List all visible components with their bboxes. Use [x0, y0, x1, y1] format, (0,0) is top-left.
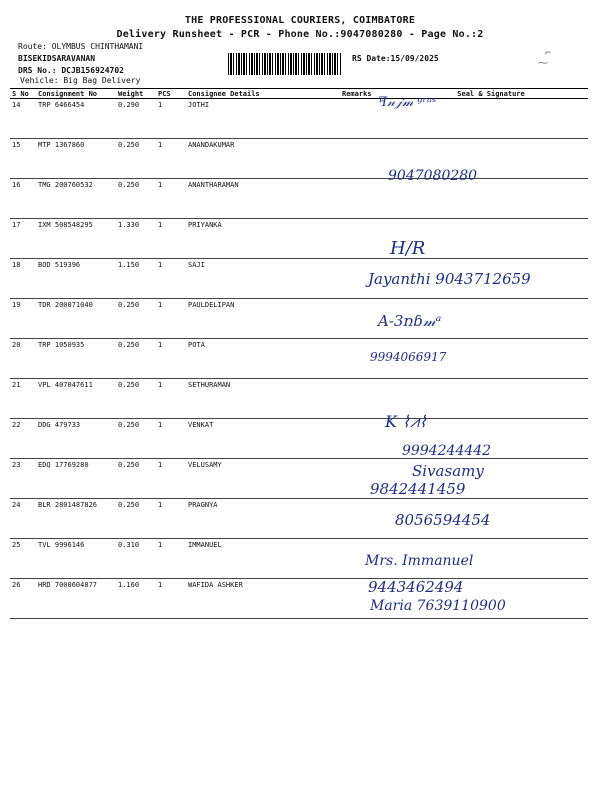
row-weight: 0.250 — [116, 179, 156, 219]
row-sno: 26 — [10, 579, 36, 619]
row-consignee-name: POTA — [186, 339, 340, 379]
row-consignee-name: SETHURAMAN — [186, 379, 340, 419]
row-consignment-no: TVL 9996146 — [36, 539, 116, 579]
table-row — [10, 139, 588, 179]
row-consignee-name: PAULDELIPAN — [186, 299, 340, 339]
row-weight: 1.160 — [116, 579, 156, 619]
row-remarks — [340, 499, 394, 539]
row-consignee-name: ANANTHARAMAN — [186, 179, 340, 219]
row-weight: 0.290 — [116, 99, 156, 139]
row-weight: 1.150 — [116, 259, 156, 299]
row-weight: 0.310 — [116, 539, 156, 579]
row-pcs: 1 — [156, 99, 186, 139]
row-weight: 0.250 — [116, 459, 156, 499]
agent-overprint: BISEKIDSARAVANAN — [18, 54, 96, 63]
col-consignment: Consignment No — [36, 89, 116, 99]
row-consignee-name: PRAGNYA — [186, 499, 340, 539]
row-consignment-no: BOD 519396 — [36, 259, 116, 299]
row-sno: 16 — [10, 179, 36, 219]
row-consignment-no: TMG 200760532 — [36, 179, 116, 219]
row-consignee-name: ANANDAKUMAR — [186, 139, 340, 179]
col-remarks: Remarks — [340, 89, 394, 99]
row-weight: 0.250 — [116, 299, 156, 339]
table-row — [10, 339, 588, 379]
table-header-row — [10, 89, 588, 99]
row-consignment-no: VPL 407047611 — [36, 379, 116, 419]
row-sno: 21 — [10, 379, 36, 419]
signature-saji: Jayanthi 9043712659 — [368, 270, 531, 288]
row-weight: 0.250 — [116, 419, 156, 459]
row-pcs: 1 — [156, 219, 186, 259]
row-remarks — [340, 179, 394, 219]
row-consignment-no: DDG 479733 — [36, 419, 116, 459]
row-pcs: 1 — [156, 339, 186, 379]
row-weight: 0.250 — [116, 379, 156, 419]
row-sno: 20 — [10, 339, 36, 379]
row-pcs: 1 — [156, 459, 186, 499]
row-pcs: 1 — [156, 259, 186, 299]
row-consignee-name: VENKAT — [186, 419, 340, 459]
table-row — [10, 219, 588, 259]
col-weight: Weight — [116, 89, 156, 99]
row-pcs: 1 — [156, 139, 186, 179]
signature-pauldelipan: A-3ռɓ𝓂ᵃ — [378, 312, 442, 330]
row-weight: 0.250 — [116, 339, 156, 379]
table-row — [10, 99, 588, 139]
barcode — [228, 53, 342, 75]
row-pcs: 1 — [156, 379, 186, 419]
row-consignment-no: HRD 7000604877 — [36, 579, 116, 619]
vehicle-text: Vehicle: Big Bag Delivery — [20, 76, 141, 85]
table-row — [10, 419, 588, 459]
drs-number: DRS No.: DCJB156924702 — [18, 66, 124, 75]
row-consignment-no: BLR 2801487826 — [36, 499, 116, 539]
row-consignee-name: SAJI — [186, 259, 340, 299]
row-pcs: 1 — [156, 499, 186, 539]
signature-velusamy-name: Sivasamy — [412, 462, 484, 480]
row-consignment-no: TRP 6466454 — [36, 99, 116, 139]
signature-initials: H/R — [390, 238, 426, 259]
col-consignee: Consignee Details — [186, 89, 340, 99]
runsheet-table — [10, 88, 588, 619]
row-consignment-no: MTP 1367860 — [36, 139, 116, 179]
signature-pragnya: 9842441459 — [370, 480, 466, 498]
signature-pota: 9994066917 — [370, 350, 447, 364]
table-row — [10, 379, 588, 419]
row-sno: 23 — [10, 459, 36, 499]
row-consignee-name: VELUSAMY — [186, 459, 340, 499]
signature-wafida: Maria 7639110900 — [370, 598, 506, 614]
route-text: Route: OLYMBUS CHINTHAMANI — [18, 42, 144, 51]
col-seal-signature: Seal & Signature — [394, 89, 588, 99]
row-sno: 17 — [10, 219, 36, 259]
table-row — [10, 179, 588, 219]
row-consignee-name: WAFIDA ASHKER — [186, 579, 340, 619]
rs-date: RS Date:15/09/2025 — [352, 54, 439, 63]
row-remarks — [340, 219, 394, 259]
row-sno: 22 — [10, 419, 36, 459]
signature-venkat: K ⌇⩘⌇ — [385, 412, 427, 431]
signature-anantharaman: 9047080280 — [388, 168, 478, 184]
row-sno: 24 — [10, 499, 36, 539]
document-subtitle: Delivery Runsheet - PCR - Phone No.:9047080280 - Page No.:2 — [116, 29, 484, 40]
table-row — [10, 299, 588, 339]
row-pcs: 1 — [156, 539, 186, 579]
pen-mark: ⌐ — [545, 48, 552, 59]
row-seal-signature — [394, 179, 588, 219]
row-remarks — [340, 139, 394, 179]
row-pcs: 1 — [156, 419, 186, 459]
row-consignment-no: TDR 200071040 — [36, 299, 116, 339]
row-sno: 19 — [10, 299, 36, 339]
pen-mark: ⁓ — [538, 58, 548, 69]
table-row — [10, 459, 588, 499]
signature-immanuel-phone: 9443462494 — [368, 578, 464, 596]
signature-jothi: ꟻ𝓃𝒿𝓂 ᵍʳᵃˢ — [378, 95, 437, 110]
row-consignee-name: IMMANUEL — [186, 539, 340, 579]
col-sno: S No — [10, 89, 36, 99]
row-consignment-no: EDQ 17769280 — [36, 459, 116, 499]
row-weight: 1.330 — [116, 219, 156, 259]
document-title: THE PROFESSIONAL COURIERS, COIMBATORE — [184, 15, 416, 26]
row-consignee-name: JOTHI — [186, 99, 340, 139]
row-sno: 14 — [10, 99, 36, 139]
table-row — [10, 539, 588, 579]
signature-pragnya-phone: 8056594454 — [395, 511, 491, 529]
row-sno: 25 — [10, 539, 36, 579]
row-pcs: 1 — [156, 179, 186, 219]
table-row — [10, 499, 588, 539]
row-consignee-name: PRIYANKA — [186, 219, 340, 259]
row-consignment-no: TRP 1050935 — [36, 339, 116, 379]
row-sno: 18 — [10, 259, 36, 299]
row-pcs: 1 — [156, 579, 186, 619]
signature-velusamy: 9994244442 — [402, 443, 492, 459]
col-pcs: PCS — [156, 89, 186, 99]
signature-immanuel: Mrs. Immanuel — [365, 553, 474, 569]
row-sno: 15 — [10, 139, 36, 179]
row-pcs: 1 — [156, 299, 186, 339]
row-weight: 0.250 — [116, 499, 156, 539]
row-consignment-no: IXM 508548295 — [36, 219, 116, 259]
row-weight: 0.250 — [116, 139, 156, 179]
